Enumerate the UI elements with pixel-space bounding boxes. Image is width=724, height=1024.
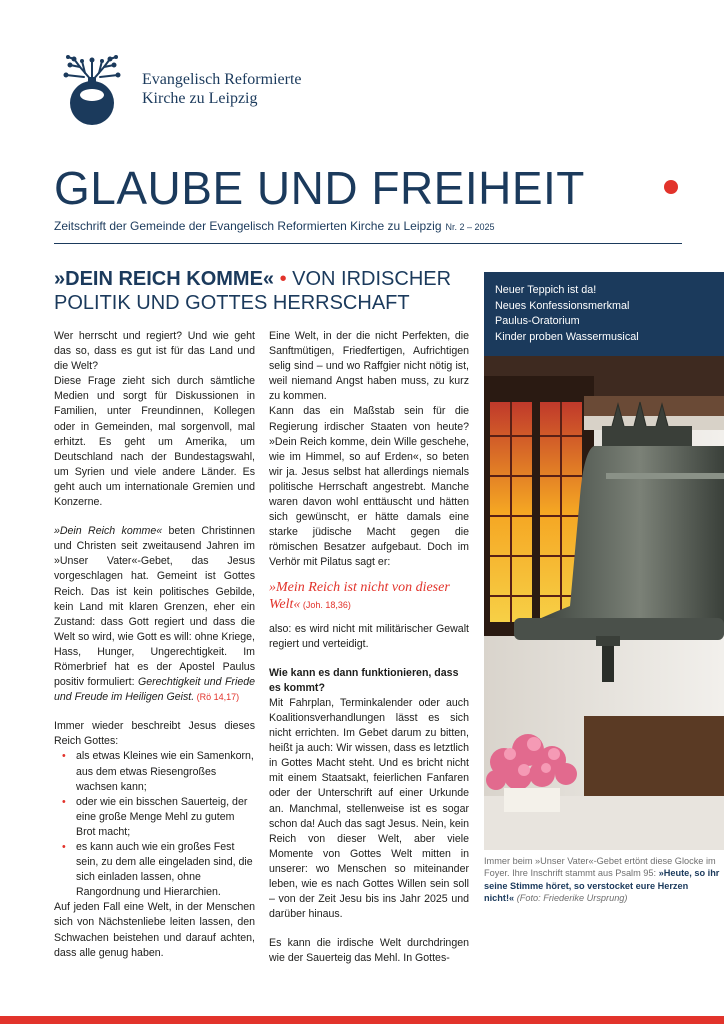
list-item: • oder wie ein bisschen Sauerteig, der eine große Menge Mehl zu gutem Brot macht; [76, 795, 255, 840]
list-item: • als etwas Kleines wie ein Samenkorn, aus dem etwas Riesengroßes wachsen kann; [76, 749, 255, 794]
italic-text: »Dein Reich komme« [54, 525, 163, 538]
church-bell-photo [484, 356, 724, 850]
org-line-2: Kirche zu Leipzig [142, 90, 258, 107]
pull-quote [269, 579, 469, 614]
paragraph [54, 524, 255, 705]
church-tree-logo [54, 55, 130, 125]
org-line-1: Evangelisch Reformierte [142, 71, 302, 88]
article-column-2 [269, 329, 469, 966]
paragraph: Diese Frage zieht sich durch sämtliche Medien und sorgt für Diskussionen in Familien, unter Freundinnen, Kollegen oder in Gemeinden, mal sorgenvoll, mal erhitzt. Es geht um Amerika, um Deutschland nach der Bundestagswahl, um Syrien und viele andere Länder. Es geht auch um internationale Gremien und Konzerne. [54, 375, 255, 509]
paragraph: Wer herrscht und regiert? Und wie geht das so, dass es gut ist für das Land und die Welt? [54, 330, 255, 373]
masthead-subtitle [54, 219, 495, 233]
paragraph: Es kann die irdische Welt durchdringen wie der Sauerteig das Mehl. In Gottes- [269, 937, 469, 965]
bible-reference: (Joh. 18,36) [300, 599, 351, 610]
photo-credit: (Foto: Friederike Ursprung) [516, 893, 628, 904]
paragraph: Auf jeden Fall eine Welt, in der Menschen sich von Nächstenliebe leiten lassen, den Schwachen beistehen und darauf achten, dass alle genug haben. [54, 901, 255, 959]
list-item: • es kann auch wie ein großes Fest sein, zu dem alle eingeladen sind, die sich einladen lassen, ohne Rangordnung und Hierarchien. [76, 840, 255, 900]
teaser-item[interactable]: Paulus-Oratorium [495, 315, 580, 327]
bible-reference: (Rö 14,17) [194, 692, 240, 703]
teaser-item[interactable]: Neues Konfessionsmerkmal [495, 299, 630, 312]
paragraph-text: beten Christinnen und Christen seit zweitausend Jahren im »Unser Vater«-Gebet, das Jesus vorgeschlagen hat. Gemeint ist Gottes Reich. Das ist kein politisches Gebilde, kein Land mit klaren Grenzen, eher ein Zustand: dass Gott regiert und dass die Welt so wird, wie Gott es will: ohne Kriege, Hass, Hunger, Ungerechtigkeit. Im Römerbrief hat es der Apostel Paulus positiv formuliert: [54, 525, 255, 689]
article-headline [54, 267, 464, 315]
quote-text: »Mein Reich ist nicht von dieser Welt« [269, 579, 450, 612]
bullet-list [54, 749, 255, 900]
caption-text: Immer beim »Unser Vater«-Gebet ertönt diese Glocke im Foyer. Ihre Inschrift stammt aus Psalm 95: [484, 856, 716, 879]
caption-quote: »Heute, so ihr seine Stimme höret, so verstocket eure Herzen nicht!« [484, 868, 720, 904]
paragraph: Eine Welt, in der die nicht Perfekten, die Sanftmütigen, Friedfertigen, Aufrichtigen selig sind – und wo Raffgier nicht nötig ist, weil niemand Angst haben muss, zu kurz zu kommen. [269, 330, 469, 403]
italic-text: Gerechtigkeit und Friede und Freude im Heiligen Geist. [54, 676, 255, 704]
teaser-item[interactable]: Neuer Teppich ist da! [495, 284, 597, 296]
teaser-item[interactable]: Kinder proben Wassermusical [495, 330, 639, 343]
subheading: Wie kann es dann funktionieren, dass es kommt? [269, 666, 459, 694]
contents-teaser-box [484, 272, 724, 356]
paragraph: Mit Fahrplan, Terminkalender oder auch Koalitionsverhandlungen lässt es sich nicht errichten. Im Gebet darum zu bitten, heißt ja auch: Wir wissen, dass es letztlich in Gottes Macht steht. Und es bricht nicht mit einem Staatsakt, feierlichen Fanfaren oder der Unterschrift auf einer Urkunde an. Manchmal, stellenweise ist es sogar schon da! Auch das sagt Jesus. Nein, kein Reich von dieser Welt, aber viele Momente von Gottes Welt mitten in unserer: wo Menschen so miteinander leben, wie es nach Gottes Willen sein soll – von der Zeit Jesu bis ins Jahr 2025 und darüber hinaus. [269, 696, 469, 921]
header-rule [54, 243, 682, 244]
headline-bold: »DEIN REICH KOMME« [54, 268, 275, 290]
organization-name [142, 70, 302, 108]
article-column-1 [54, 329, 255, 961]
masthead-title: GLAUBE UND FREIHEIT [54, 162, 585, 214]
masthead-dot [664, 180, 678, 194]
paragraph: Immer wieder beschreibt Jesus dieses Reich Gottes: [54, 720, 255, 748]
issue-number: Nr. 2 – 2025 [445, 222, 495, 232]
photo-caption [484, 855, 720, 905]
paragraph: also: es wird nicht mit militärischer Gewalt regiert und verteidigt. [269, 622, 469, 650]
subtitle-text: Zeitschrift der Gemeinde der Evangelisch Reformierten Kirche zu Leipzig [54, 219, 442, 233]
footer-bar [0, 1016, 724, 1024]
headline-rest: VON IRDISCHER POLITIK UND GOTTES HERRSCHAFT [54, 268, 452, 314]
paragraph: Kann das ein Maßstab sein für die Regierung irdischer Staaten von heute? »Dein Reich komme, dein Wille geschehe, wie im Himmel, so auf Erden«, so beten wir ja. Jesus selbst hat allerdings niemals politische Herrschaft angestrebt. Manche waren davon wohl enttäuscht und hätten sich gewünscht, er hätte damals eine starke jüdische Macht gegen die römischen Besatzer aufgebaut. Doch im Verhör mit Pilatus sagt er: [269, 405, 469, 569]
headline-dot: • [274, 268, 293, 290]
